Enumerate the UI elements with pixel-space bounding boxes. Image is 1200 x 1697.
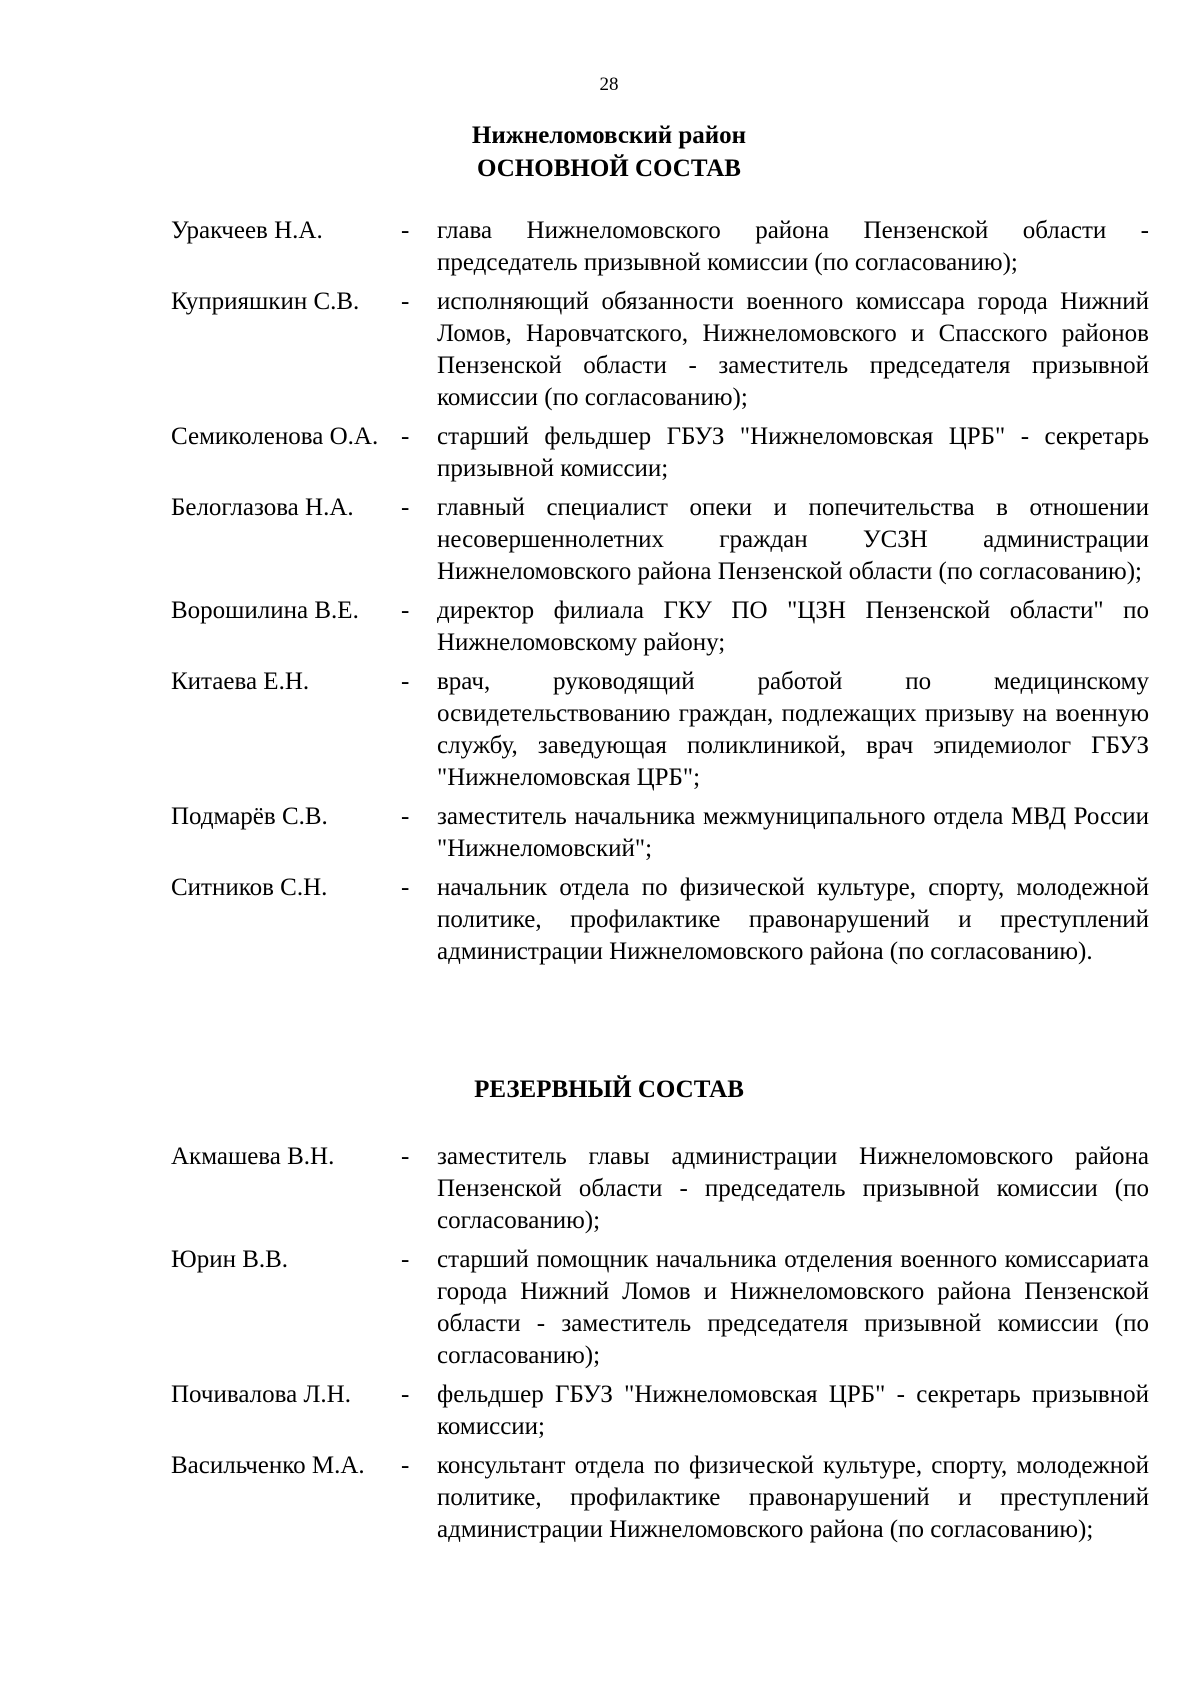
- member-dash: -: [401, 1452, 410, 1479]
- member-row: [171, 801, 1149, 865]
- member-name: Почивалова Л.Н.: [171, 1381, 351, 1408]
- member-row: [171, 872, 1149, 968]
- member-role: заместитель главы администрации Нижнеломовского района Пензенской области - председатель призывной комиссии (по согласованию);: [437, 1143, 1149, 1234]
- member-dash: -: [401, 874, 410, 901]
- member-name: Белоглазова Н.А.: [171, 494, 354, 521]
- page-number: 28: [599, 74, 619, 95]
- member-dash: -: [401, 803, 410, 830]
- member-role: фельдшер ГБУЗ "Нижнеломовская ЦРБ" - секретарь призывной комиссии;: [437, 1381, 1149, 1440]
- member-role: исполняющий обязанности военного комиссара города Нижний Ломов, Наровчатского, Нижнеломовского и Спасского районов Пензенской области - заместитель председателя призывной комиссии (по согласованию);: [437, 288, 1149, 411]
- member-dash: -: [401, 1246, 410, 1273]
- member-row: [171, 1141, 1149, 1237]
- member-row: [171, 1379, 1149, 1443]
- member-role: главный специалист опеки и попечительства в отношении несовершеннолетних граждан УСЗН администрации Нижнеломовского района Пензенской области (по согласованию);: [437, 494, 1149, 585]
- member-row: [171, 492, 1149, 588]
- member-dash: -: [401, 668, 410, 695]
- member-name: Ворошилина В.Е.: [171, 597, 359, 624]
- member-name: Уракчеев Н.А.: [171, 217, 323, 244]
- member-row: [171, 286, 1149, 414]
- member-row: [171, 421, 1149, 485]
- district-title: Нижнеломовский район: [471, 122, 747, 149]
- member-role: заместитель начальника межмуниципального отдела МВД России "Нижнеломовский";: [437, 803, 1149, 862]
- reserve-members-list: [171, 1141, 1149, 1553]
- member-role: директор филиала ГКУ ПО "ЦЗН Пензенской области" по Нижнеломовскому району;: [437, 597, 1149, 656]
- member-dash: -: [401, 1381, 410, 1408]
- member-name: Куприяшкин С.В.: [171, 288, 360, 315]
- main-members-list: [171, 215, 1149, 975]
- member-name: Китаева Е.Н.: [171, 668, 310, 695]
- member-role: старший помощник начальника отделения военного комиссариата города Нижний Ломов и Нижнеломовского района Пензенской области - заместитель председателя призывной комиссии (по согласованию);: [437, 1246, 1149, 1369]
- member-row: [171, 1244, 1149, 1372]
- member-role: глава Нижнеломовского района Пензенской области - председатель призывной комиссии (по согласованию);: [437, 217, 1149, 276]
- member-name: Васильченко М.А.: [171, 1452, 365, 1479]
- member-role: врач, руководящий работой по медицинскому освидетельствованию граждан, подлежащих призыву на военную службу, заведующая поликлиникой, врач эпидемиолог ГБУЗ "Нижнеломовская ЦРБ";: [437, 668, 1149, 791]
- member-name: Юрин В.В.: [171, 1246, 289, 1273]
- member-dash: -: [401, 1143, 410, 1170]
- member-name: Подмарёв С.В.: [171, 803, 328, 830]
- reserve-section-title: РЕЗЕРВНЫЙ СОСТАВ: [474, 1076, 744, 1103]
- member-name: Семиколенова О.А.: [171, 423, 379, 450]
- member-role: консультант отдела по физической культуре, спорту, молодежной политике, профилактике правонарушений и преступлений администрации Нижнеломовского района (по согласованию);: [437, 1452, 1149, 1543]
- member-dash: -: [401, 288, 410, 315]
- main-section-title: ОСНОВНОЙ СОСТАВ: [477, 155, 741, 182]
- member-role: начальник отдела по физической культуре, спорту, молодежной политике, профилактике правонарушений и преступлений администрации Нижнеломовского района (по согласованию).: [437, 874, 1149, 965]
- member-row: [171, 666, 1149, 794]
- member-row: [171, 215, 1149, 279]
- member-dash: -: [401, 217, 410, 244]
- member-role: старший фельдшер ГБУЗ "Нижнеломовская ЦРБ" - секретарь призывной комиссии;: [437, 423, 1149, 482]
- member-row: [171, 1450, 1149, 1546]
- member-dash: -: [401, 423, 410, 450]
- member-dash: -: [401, 494, 410, 521]
- member-name: Ситников С.Н.: [171, 874, 328, 901]
- member-row: [171, 595, 1149, 659]
- member-dash: -: [401, 597, 410, 624]
- member-name: Акмашева В.Н.: [171, 1143, 335, 1170]
